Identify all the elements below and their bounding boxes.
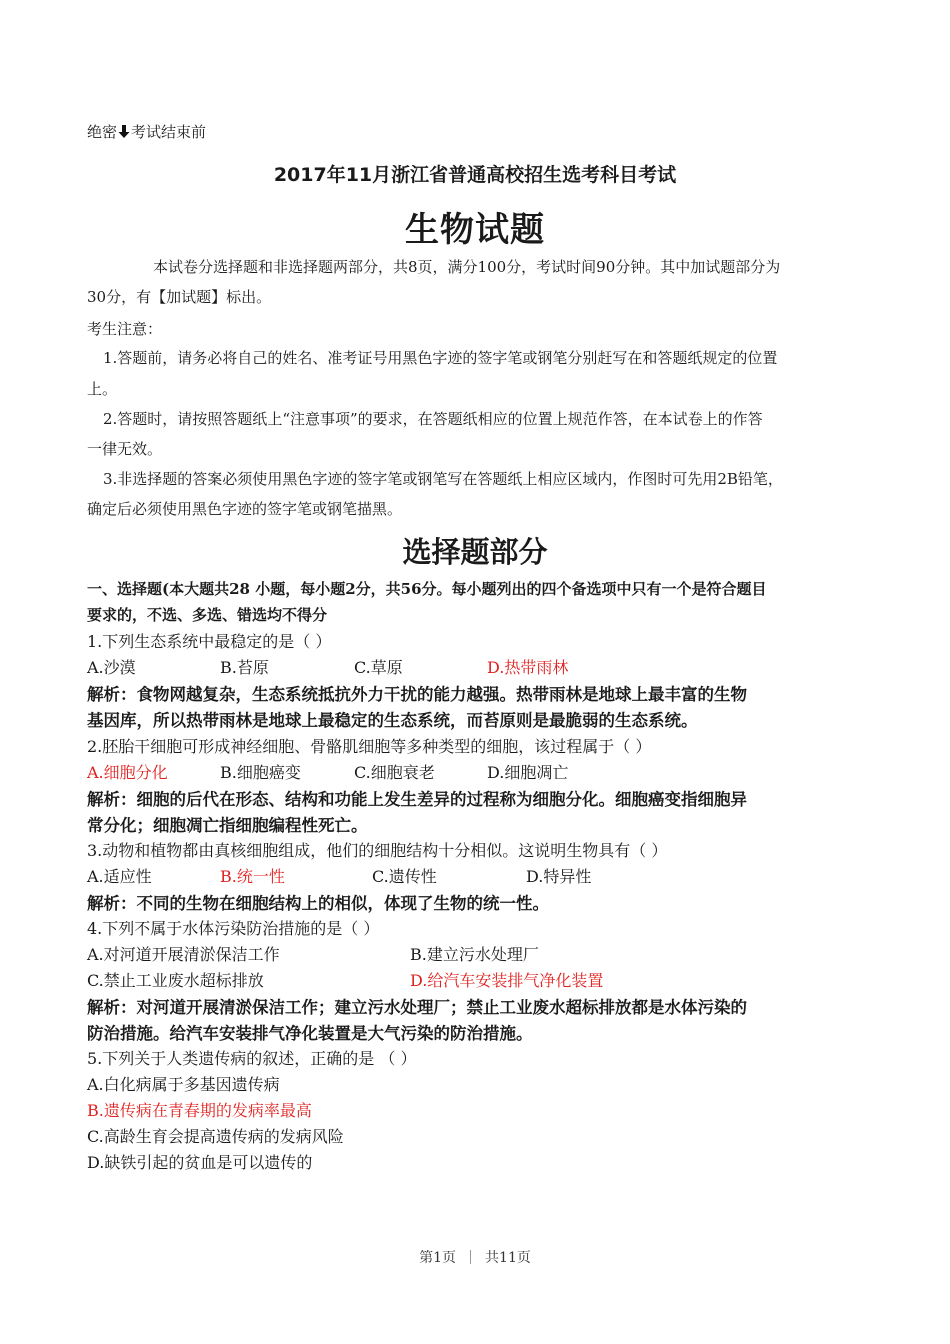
question-2-analysis-line-1: 解析：细胞的后代在形态、结构和功能上发生差异的过程称为细胞分化。细胞癌变指细胞异 (87, 790, 747, 809)
section-title: 选择题部分 (402, 535, 548, 569)
question-2-option-d: D.细胞凋亡 (487, 763, 569, 782)
question-4-option-b: B.建立污水处理厂 (410, 945, 539, 964)
intro-text-line-2: 30分，有【加试题】标出。 (87, 288, 272, 306)
question-4-option-d-correct: D.给汽车安装排气净化装置 (410, 971, 604, 990)
notice-2-line-2: 一律无效。 (87, 440, 163, 458)
secret-suffix: 考试结束前 (131, 123, 207, 141)
notice-3-line-1: 3.非选择题的答案必须使用黑色字迹的签字笔或钢笔写在答题纸上相应区域内，作图时可先用2B铅笔， (103, 470, 783, 488)
question-1-stem: 1.下列生态系统中最稳定的是（ ） (87, 632, 332, 651)
footer-divider (470, 1250, 471, 1264)
question-2-option-a-correct: A.细胞分化 (87, 763, 168, 782)
question-1-analysis-line-2: 基因库，所以热带雨林是地球上最稳定的生态系统，而苔原则是最脆弱的生态系统。 (87, 711, 698, 730)
down-arrow-icon (117, 124, 131, 143)
secret-prefix: 绝密 (87, 123, 118, 141)
question-5-option-d: D.缺铁引起的贫血是可以遗传的 (87, 1153, 313, 1172)
notice-1-line-1: 1.答题前，请务必将自己的姓名、准考证号用黑色字迹的签字笔或钢笔分别赶写在和答题纸规定的位置 (103, 349, 778, 367)
question-4-analysis-line-1: 解析：对河道开展清淤保洁工作；建立污水处理厂；禁止工业废水超标排放都是水体污染的 (87, 998, 747, 1017)
notice-2-line-1: 2.答题时，请按照答题纸上“注意事项”的要求，在答题纸相应的位置上规范作答，在本试卷上的作答 (103, 410, 763, 428)
confidential-label (87, 121, 206, 143)
question-2-analysis-line-2: 常分化；细胞凋亡指细胞编程性死亡。 (87, 816, 368, 835)
question-5-stem: 5.下列关于人类遗传病的叙述，正确的是 （ ） (87, 1049, 417, 1068)
question-2-stem: 2.胚胎干细胞可形成神经细胞、骨骼肌细胞等多种类型的细胞，该过程属于（ ） (87, 737, 652, 756)
exam-title: 2017年11月浙江省普通高校招生选考科目考试 (273, 164, 677, 186)
section-instruction-line-1: 一、选择题(本大题共28 小题，每小题2分，共56分。每小题列出的四个备选项中只有一个是符合题目 (87, 580, 767, 598)
question-3-analysis: 解析：不同的生物在细胞结构上的相似，体现了生物的统一性。 (87, 894, 549, 913)
question-1-option-d-correct: D.热带雨林 (487, 658, 569, 677)
question-4-option-c: C.禁止工业废水超标排放 (87, 971, 264, 990)
page-footer (0, 1247, 950, 1267)
question-4-option-a: A.对河道开展清淤保洁工作 (87, 945, 280, 964)
question-3-option-c: C.遗传性 (372, 867, 437, 886)
question-2-option-c: C.细胞衰老 (354, 763, 435, 782)
question-5-option-b-correct: B.遗传病在青春期的发病率最高 (87, 1101, 312, 1120)
question-1-analysis-line-1: 解析：食物网越复杂，生态系统抵抗外力干扰的能力越强。热带雨林是地球上最丰富的生物 (87, 685, 747, 704)
question-4-analysis-line-2: 防治措施。给汽车安装排气净化装置是大气污染的防治措施。 (87, 1024, 533, 1043)
question-1-option-b: B.苔原 (220, 658, 269, 677)
page-total: 共11页 (485, 1250, 531, 1266)
question-5-option-c: C.高龄生育会提高遗传病的发病风险 (87, 1127, 344, 1146)
question-2-option-b: B.细胞癌变 (220, 763, 301, 782)
notice-heading: 考生注意： (87, 320, 163, 338)
section-instruction-line-2: 要求的，不选、多选、错选均不得分 (87, 606, 328, 624)
notice-3-line-2: 确定后必须使用黑色字迹的签字笔或钢笔描黑。 (87, 500, 403, 518)
intro-text-line-1: 本试卷分选择题和非选择题两部分，共8页，满分100分，考试时间90分钟。其中加试题部分为 (153, 258, 781, 276)
notice-1-line-2: 上。 (87, 380, 118, 398)
question-1-option-a: A.沙漠 (87, 658, 136, 677)
question-4-stem: 4.下列不属于水体污染防治措施的是（ ） (87, 919, 380, 938)
question-3-option-b-correct: B.统一性 (220, 867, 285, 886)
question-3-option-d: D.特异性 (526, 867, 592, 886)
page-number: 第1页 (419, 1250, 457, 1266)
question-5-option-a: A.白化病属于多基因遗传病 (87, 1075, 280, 1094)
question-3-stem: 3.动物和植物都由真核细胞组成，他们的细胞结构十分相似。这说明生物具有（ ） (87, 841, 668, 860)
question-3-option-a: A.适应性 (87, 867, 152, 886)
question-1-option-c: C.草原 (354, 658, 403, 677)
subject-title: 生物试题 (405, 210, 545, 250)
